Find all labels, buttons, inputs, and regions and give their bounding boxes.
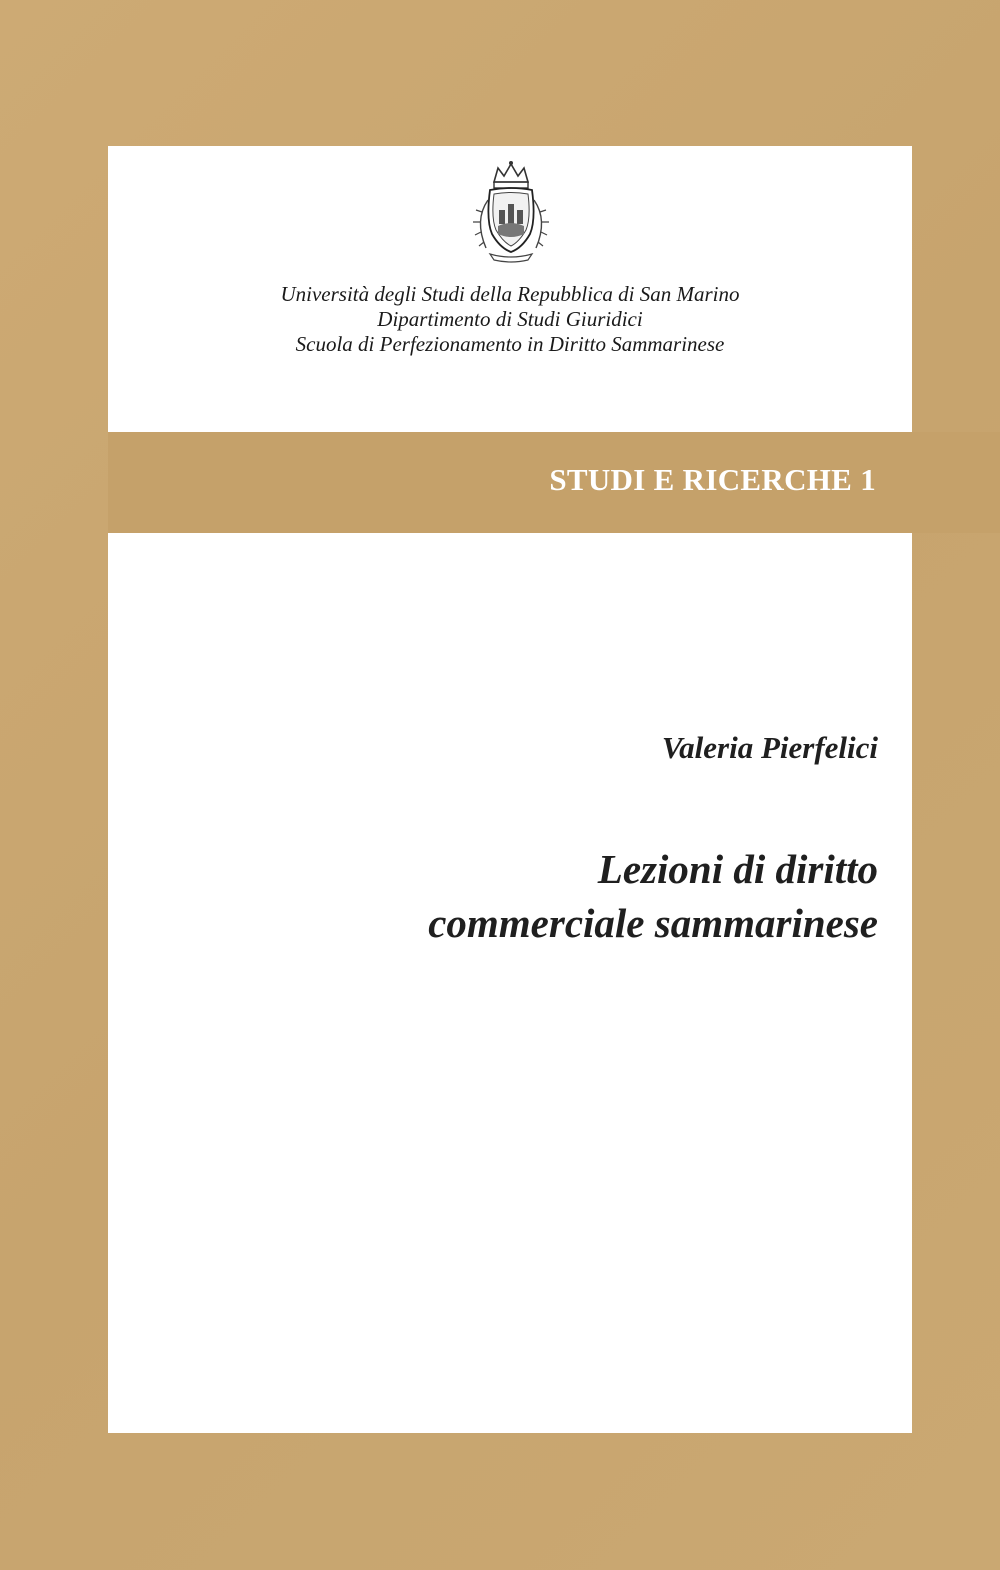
book-title-line-1: Lezioni di diritto (597, 846, 878, 892)
series-title: STUDI E RICERCHE 1 (549, 462, 876, 497)
department-name: Dipartimento di Studi Giuridici (377, 307, 643, 331)
coat-of-arms-icon (464, 160, 558, 264)
university-name: Università degli Studi della Repubblica di San Marino (280, 282, 740, 306)
main-panel (108, 533, 912, 1433)
book-title-line-2: commerciale sammarinese (428, 900, 878, 946)
institution-block (108, 282, 912, 357)
author-name: Valeria Pierfelici (661, 730, 878, 765)
book-title (428, 842, 878, 950)
school-name: Scuola di Perfezionamento in Diritto Sammarinese (295, 332, 725, 356)
